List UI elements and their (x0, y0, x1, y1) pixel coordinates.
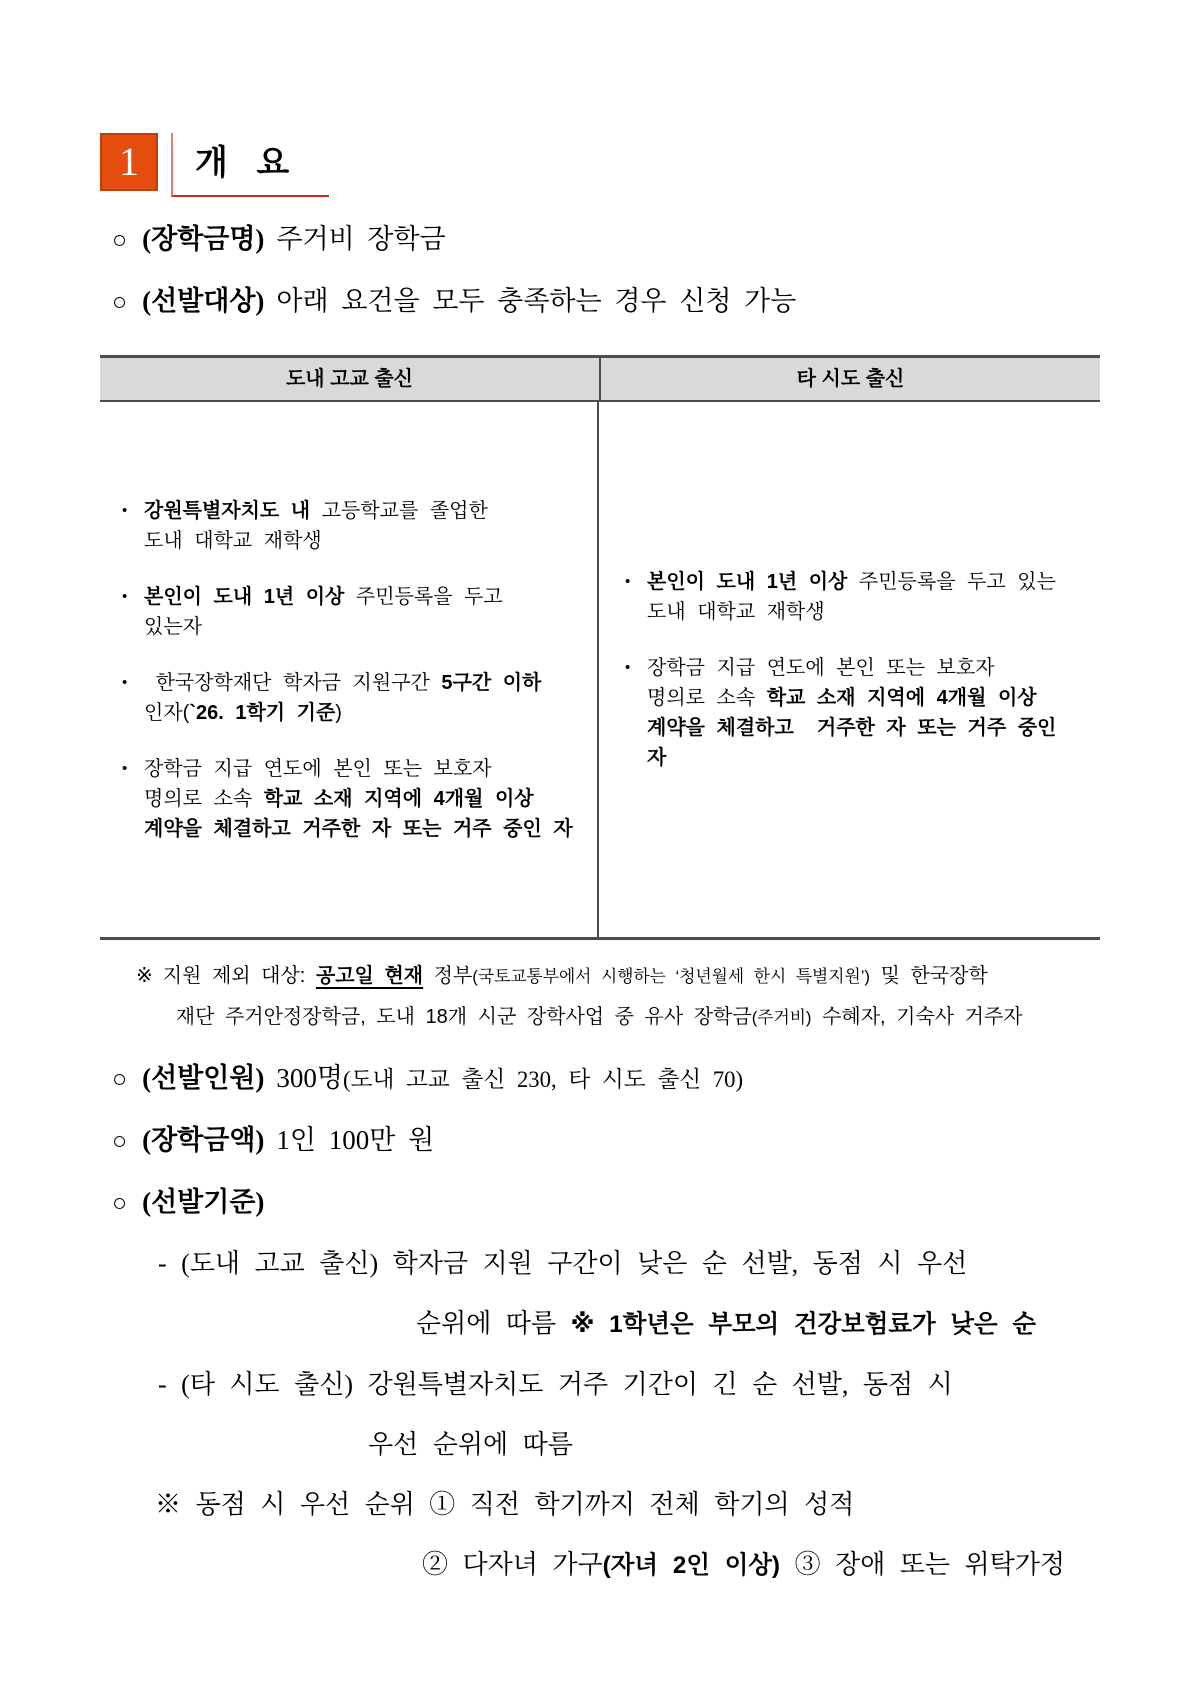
bullet-text (144, 754, 573, 844)
circle-marker-icon: ○ (112, 227, 128, 254)
scholarship-name-label: (장학금명) (142, 224, 265, 254)
bullet-line: 본인이 도내 1년 이상 주민등록을 두고 (144, 585, 503, 608)
table-bullet (122, 496, 583, 556)
bullet-line: 명의로 소속 학교 소재 지역에 4개월 이상 (144, 787, 534, 810)
table-cell-local-high-school (100, 402, 599, 937)
exclusion-note-text (163, 956, 1023, 1038)
bullet-line: 인자(`26. 1학기 기준) (144, 701, 342, 724)
selection-count-item (112, 1058, 1100, 1100)
scholarship-name-item (112, 219, 1100, 261)
table-bullet (122, 582, 583, 642)
scholarship-name-value: 주거비 장학금 (276, 224, 446, 254)
table-header-row (100, 358, 1100, 402)
criteria-local-line-1: - (도내 고교 출신) 학자금 지원 구간이 낮은 순 선발, 동점 시 우선 (158, 1249, 968, 1278)
circle-marker-icon: ○ (112, 1190, 128, 1217)
bullet-line: 본인이 도내 1년 이상 주민등록을 두고 있는 (647, 570, 1056, 593)
bullet-text (144, 668, 541, 728)
selection-count-label: (선발인원) (142, 1063, 265, 1093)
bullet-line: 도내 대학교 재학생 (144, 529, 322, 552)
selection-target-value: 아래 요건을 모두 충족하는 경우 신청 가능 (276, 286, 797, 316)
scholarship-amount-value: 1인 100만 원 (276, 1125, 435, 1155)
table-bullet (122, 668, 583, 728)
bullet-text (647, 567, 1056, 627)
table-bullet (625, 567, 1086, 627)
reference-mark-icon: ※ (136, 965, 153, 987)
table-bullet (122, 754, 583, 844)
circle-marker-icon: ○ (112, 289, 128, 316)
table-cell-other-region (599, 402, 1100, 937)
criteria-local-line-2: 순위에 따름 ※ 1학년은 부모의 건강보험료가 낮은 순 (416, 1309, 1036, 1338)
table-bullet (625, 653, 1086, 773)
bullet-dot-icon: • (122, 673, 128, 691)
bullet-line: 있는자 (144, 615, 202, 638)
section-header (100, 133, 1100, 199)
section-number: 1 (119, 139, 139, 184)
bullet-line: 강원특별자치도 내 고등학교를 졸업한 (144, 499, 488, 522)
exclusion-note (100, 956, 1100, 1038)
exclusion-note-line: 재단 주거안정장학금, 도내 18개 시군 장학사업 중 유사 장학금(주거비) 수혜자, 기숙사 거주자 (175, 1006, 1023, 1028)
section-number-badge (100, 133, 158, 191)
section-title: 개 요 (195, 145, 300, 183)
bullet-dot-icon: • (122, 501, 128, 519)
bullet-line: 장학금 지급 연도에 본인 또는 보호자 (144, 757, 492, 780)
section-title-rule (171, 133, 329, 197)
table-body-row (100, 402, 1100, 937)
bullet-dot-icon: • (625, 572, 631, 590)
bullet-line: 계약을 체결하고 거주한 자 또는 거주 중인 자 (647, 716, 1068, 769)
scholarship-amount-item (112, 1120, 1100, 1162)
table-header-other-region: 타 시도 출신 (796, 368, 905, 390)
bullet-line: 도내 대학교 재학생 (647, 600, 825, 623)
bullet-text (647, 653, 1086, 773)
selection-target-item (112, 281, 1100, 323)
selection-criteria-label: (선발기준) (142, 1187, 265, 1217)
selection-target-label: (선발대상) (142, 286, 265, 316)
selection-criteria-item (112, 1182, 1100, 1224)
bullet-line: 한국장학재단 학자금 지원구간 5구간 이하 (144, 671, 542, 694)
bullet-dot-icon: • (625, 658, 631, 676)
criteria-other-line-2: 우선 순위에 따름 (368, 1430, 573, 1459)
selection-count-value: 300명(도내 고교 출신 230, 타 시도 출신 70) (276, 1063, 744, 1093)
circle-marker-icon: ○ (112, 1128, 128, 1155)
eligibility-table (100, 355, 1100, 940)
bullet-dot-icon: • (122, 759, 128, 777)
scholarship-amount-label: (장학금액) (142, 1125, 265, 1155)
tie-break-line-1: ※ 동점 시 우선 순위 ① 직전 학기까지 전체 학기의 성적 (155, 1490, 855, 1519)
bullet-line: 장학금 지급 연도에 본인 또는 보호자 (647, 656, 995, 679)
criteria-other-line-1: - (타 시도 출신) 강원특별자치도 거주 기간이 긴 순 선발, 동점 시 (158, 1370, 953, 1399)
table-header-local-high-school: 도내 고교 출신 (100, 358, 601, 400)
circle-marker-icon: ○ (112, 1066, 128, 1093)
tie-break-line-2: ② 다자녀 가구(자녀 2인 이상) ③ 장애 또는 위탁가정 (422, 1550, 1066, 1579)
bullet-line: 계약을 체결하고 거주한 자 또는 거주 중인 자 (144, 817, 573, 840)
bullet-line: 명의로 소속 학교 소재 지역에 4개월 이상 (647, 686, 1037, 709)
bullet-text (144, 582, 503, 642)
bullet-text (144, 496, 488, 556)
exclusion-note-line: 지원 제외 대상: 공고일 현재 정부(국토교통부에서 시행하는 ‘청년월세 한시 특별지원’) 및 한국장학 (162, 965, 988, 987)
bullet-dot-icon: • (122, 587, 128, 605)
